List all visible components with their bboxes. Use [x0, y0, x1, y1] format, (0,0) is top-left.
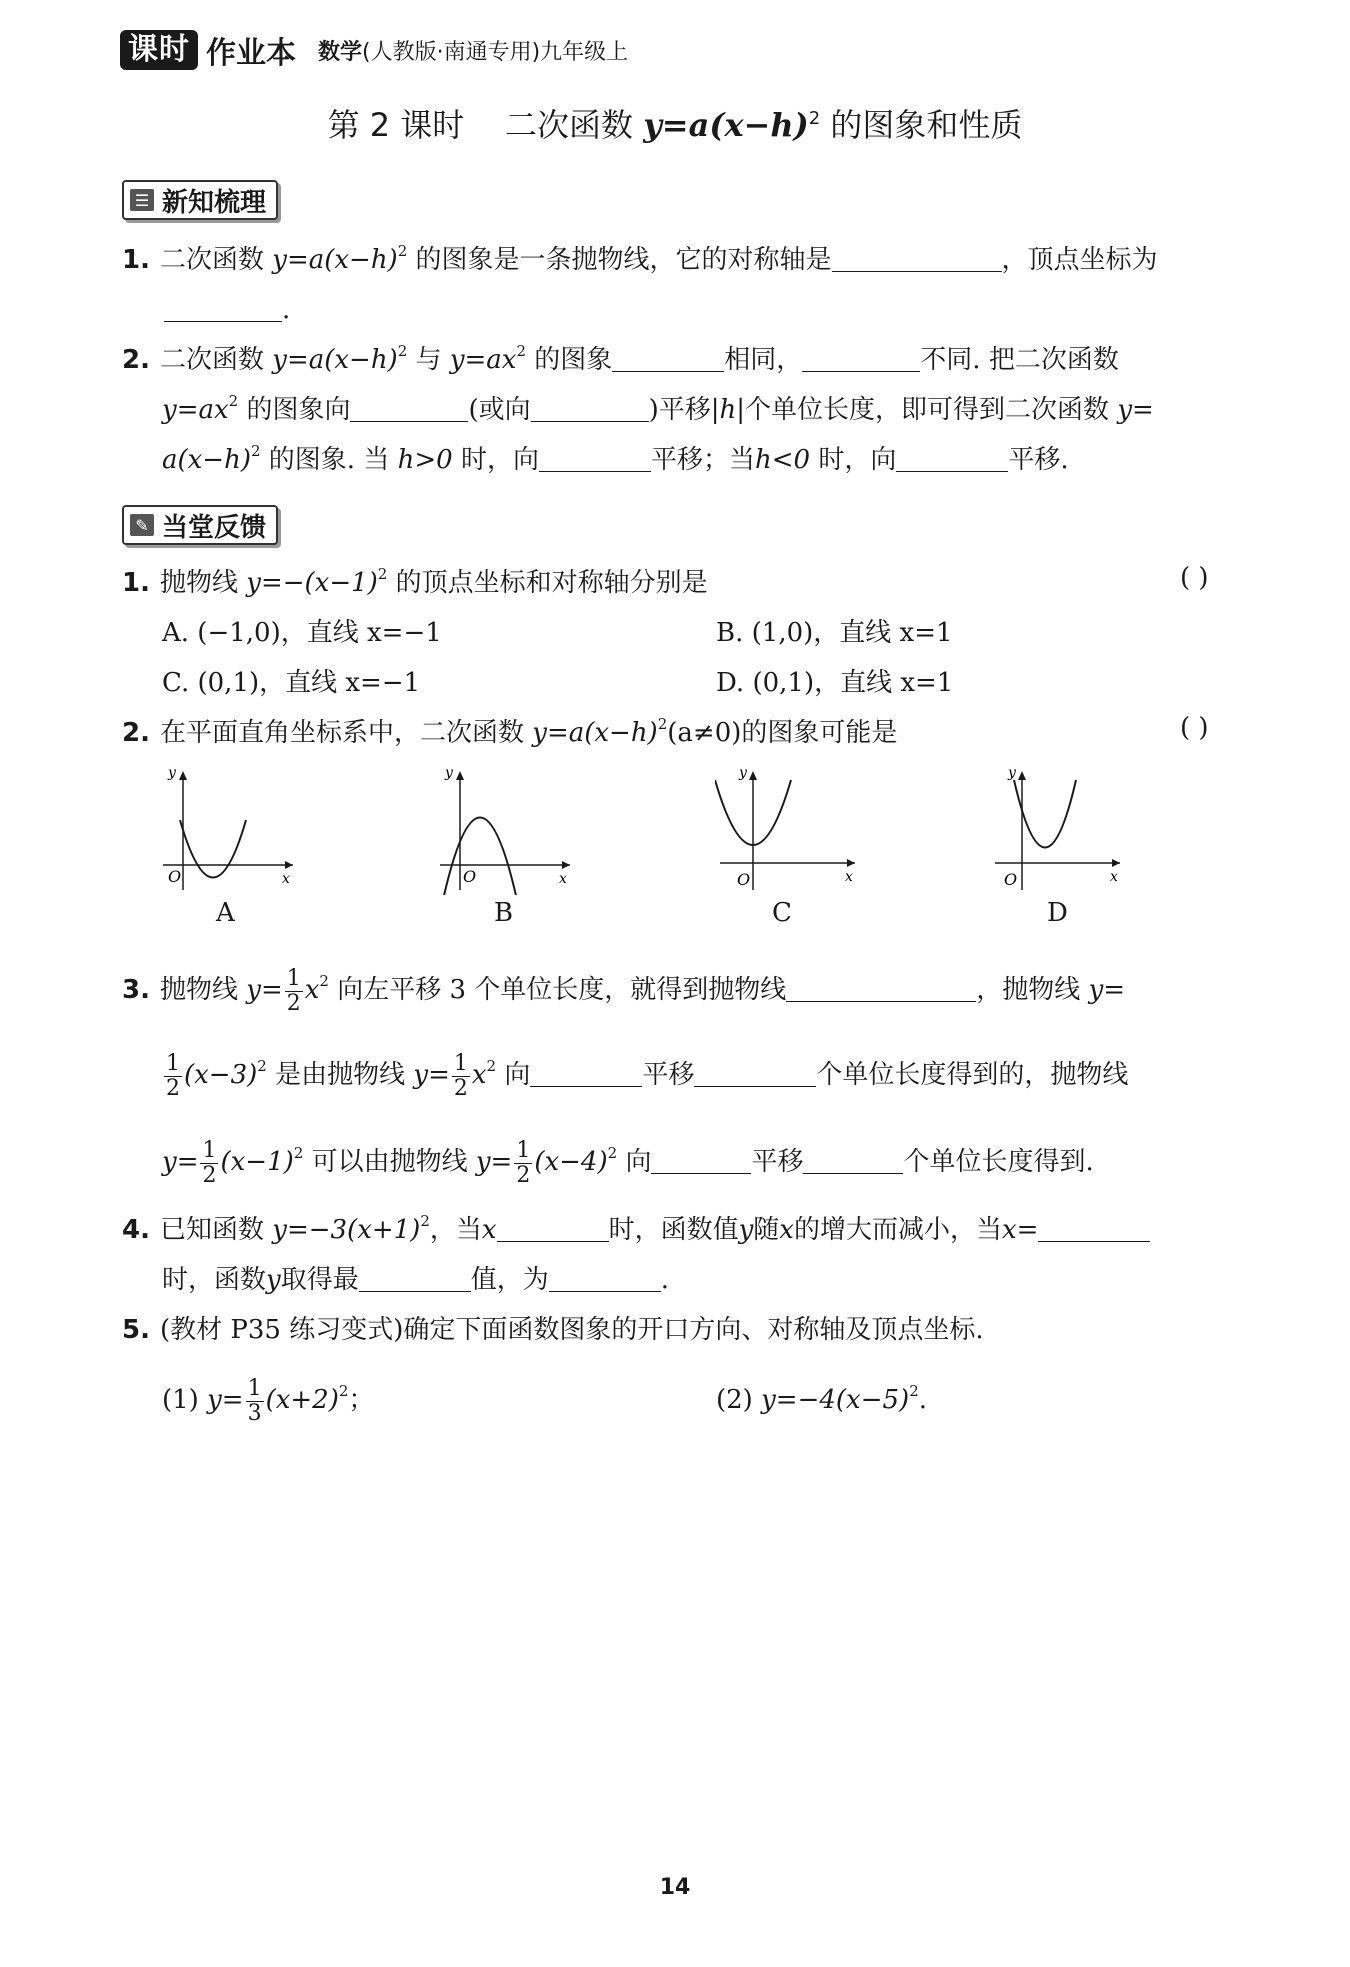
answer-blank[interactable] — [896, 443, 1008, 472]
answer-blank[interactable] — [651, 1145, 751, 1174]
book-info: 数学(人教版·南通专用)九年级上 — [318, 39, 629, 65]
fb-q2: 2. 在平面直角坐标系中，二次函数 $y=a(x-h)^2(a\ne 0)$的图象可能是 — [122, 715, 898, 748]
axis-y-label: y — [168, 765, 176, 781]
answer-blank[interactable] — [497, 1213, 609, 1242]
series-name: 作业本 — [206, 36, 296, 71]
axis-y-label: y — [1008, 765, 1016, 781]
answer-blank[interactable] — [350, 393, 468, 422]
origin-label: O — [463, 867, 477, 886]
fb-q1: 1. 抛物线 $y=-(x-1)^2$ 的顶点坐标和对称轴分别是 — [122, 565, 708, 598]
new-q1-line2: . — [122, 290, 290, 330]
answer-blank[interactable] — [1038, 1213, 1150, 1242]
answer-blank[interactable] — [164, 293, 282, 322]
fb-q3-line3: y= $\frac{1}{2}$ $(x-1)^2$ 可以由抛物线 y= $\frac{1}{2}$ $(x-4)^2$ 向 平移 个单位长度得到. — [162, 1137, 1094, 1188]
graph-a — [158, 765, 298, 895]
page-number: 14 — [659, 1875, 691, 1900]
answer-blank[interactable] — [802, 343, 920, 372]
answer-blank[interactable] — [530, 1058, 642, 1087]
graph-d — [990, 765, 1130, 895]
axis-y-label: y — [739, 765, 747, 781]
answer-blank[interactable] — [612, 343, 724, 372]
graph-c — [715, 765, 865, 895]
option-a: A. (−1,0)，直线 x=−1 — [162, 618, 442, 648]
answer-blank[interactable] — [359, 1263, 471, 1292]
fb-q5-part1: (1) y= $\frac{1}{3}$ $(x+2)^2$； — [162, 1375, 375, 1426]
answer-blank[interactable] — [694, 1058, 816, 1087]
graph-label-b: B — [494, 898, 514, 928]
origin-label: O — [168, 867, 182, 886]
new-q2-line3: $a(x-h)^2$ 的图象. 当 h>0 时，向 平移；当h<0 时，向 平移. — [162, 442, 1069, 475]
fb-q5-part2: (2) $y=-4(x-5)^2$. — [716, 1382, 927, 1415]
lesson-title: 第 2 课时 二次函数 $y=a(x-h)^2$ 的图象和性质 — [327, 106, 1023, 144]
answer-blank[interactable] — [531, 393, 649, 422]
series-logo: 课时 — [120, 30, 198, 70]
new-q2-line2: $y=ax^2$ 的图象向 (或向 )平移|h|个单位长度，即可得到二次函数 y= — [162, 392, 1154, 425]
fb-q5: 5. (教材 P35 练习变式)确定下面函数图象的开口方向、对称轴及顶点坐标. — [122, 1315, 984, 1345]
axis-x-label: x — [1110, 869, 1118, 885]
new-q1-line1: 1. 二次函数 $y=a(x-h)^2$ 的图象是一条抛物线，它的对称轴是 ，顶点坐标为 — [122, 242, 1158, 275]
graph-b — [435, 765, 575, 895]
new-q2-line1: 2. 二次函数 $y=a(x-h)^2$ 与 $y=ax^2$ 的图象 相同， 不同. 把二次函数 — [122, 342, 1119, 375]
option-d: D. (0,1)，直线 x=1 — [716, 668, 954, 698]
axis-x-label: x — [282, 871, 290, 887]
origin-label: O — [1004, 870, 1018, 889]
axis-x-label: x — [559, 871, 567, 887]
option-c: C. (0,1)，直线 x=−1 — [162, 668, 421, 698]
section-new-knowledge: ☰ 新知梳理 — [122, 180, 278, 220]
answer-paren[interactable]: ( ) — [1180, 713, 1209, 743]
origin-label: O — [737, 870, 751, 889]
fb-q4-line1: 4. 已知函数 $y=-3(x+1)^2$，当x 时，函数值y随x的增大而减小，当x= — [122, 1210, 1150, 1250]
answer-blank[interactable] — [832, 243, 1002, 272]
graph-label-d: D — [1047, 898, 1068, 928]
pencil-icon: ✎ — [130, 514, 154, 536]
option-b: B. (1,0)，直线 x=1 — [716, 618, 953, 648]
section-feedback: ✎ 当堂反馈 — [122, 505, 278, 545]
graph-label-c: C — [772, 898, 792, 928]
fb-q3-line1: 3. 抛物线 y= $\frac{1}{2}$ $x^2$ 向左平移 3 个单位长度，就得到抛物线 ，抛物线 y= — [122, 965, 1126, 1016]
answer-blank[interactable] — [786, 973, 976, 1002]
axis-x-label: x — [845, 869, 853, 885]
fb-q3-line2: $\frac{1}{2}$ $(x-3)^2$ 是由抛物线 y= $\frac{1}{2}$ $x^2$ 向 平移 个单位长度得到的，抛物线 — [166, 1050, 1129, 1101]
answer-paren[interactable]: ( ) — [1180, 563, 1209, 593]
fb-q4-line2: 时，函数y取得最 值，为 . — [162, 1265, 670, 1295]
graph-label-a: A — [216, 898, 235, 928]
page-header — [120, 28, 628, 72]
axis-y-label: y — [445, 765, 453, 781]
answer-blank[interactable] — [539, 443, 651, 472]
answer-blank[interactable] — [803, 1145, 903, 1174]
answer-blank[interactable] — [549, 1263, 661, 1292]
book-icon: ☰ — [130, 189, 154, 211]
